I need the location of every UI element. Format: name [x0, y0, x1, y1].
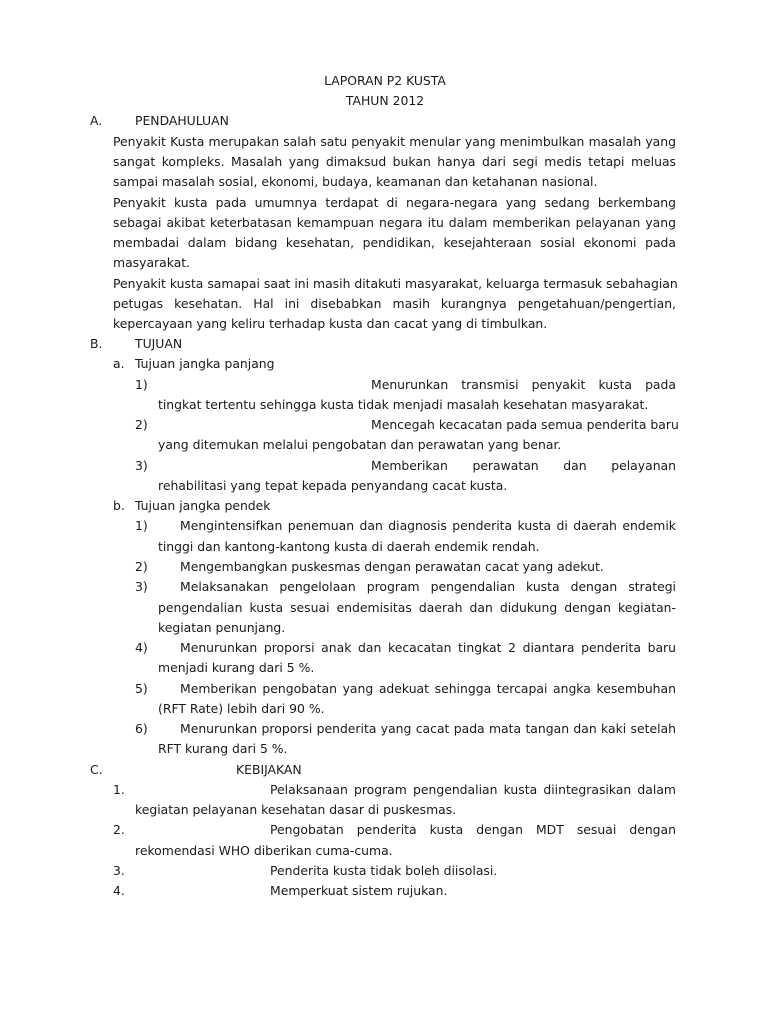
list-item-text: yang ditemukan melalui pengobatan dan perawatan yang benar. — [158, 437, 562, 452]
list-item-text: pengendalian kusta sesuai endemisitas daerah dan didukung dengan kegiatan- — [158, 600, 676, 615]
list-item-text: rehabilitasi yang tepat kepada penyandang cacat kusta. — [158, 478, 508, 493]
list-number: 2) — [135, 559, 148, 574]
list-number: 1) — [135, 518, 148, 533]
list-item-text: Pelaksanaan program pengendalian kusta diintegrasikan dalam — [270, 782, 676, 797]
list-number: 3) — [135, 579, 148, 594]
list-item-text: Penderita kusta tidak boleh diisolasi. — [270, 863, 498, 878]
paragraph-line: kepercayaan yang keliru terhadap kusta dan cacat yang di timbulkan. — [113, 316, 548, 331]
list-item-text: Mencegah kecacatan pada semua penderita baru — [371, 417, 679, 432]
paragraph-line: membadai dalam bidang kesehatan, pendidikan, kesejahteraan sosial ekonomi pada — [113, 235, 676, 250]
section-c-heading: KEBIJAKAN — [236, 762, 302, 777]
section-c-letter: C. — [90, 762, 103, 777]
paragraph-line: sampai masalah sosial, ekonomi, budaya, keamanan dan ketahanan nasional. — [113, 174, 598, 189]
paragraph-line: sebagai akibat keterbatasan kemampuan negara itu dalam memberikan pelayanan yang — [113, 215, 676, 230]
section-a-letter: A. — [90, 113, 103, 128]
list-number: 3) — [135, 458, 148, 473]
paragraph-line: Penyakit kusta pada umumnya terdapat di negara-negara yang sedang berkembang — [113, 195, 676, 210]
list-item-text: (RFT Rate) lebih dari 90 %. — [158, 701, 325, 716]
list-number: 2) — [135, 417, 148, 432]
paragraph-line: Penyakit Kusta merupakan salah satu penyakit menular yang menimbulkan masalah yang — [113, 134, 676, 149]
list-number: 3. — [113, 863, 125, 878]
list-item-text: tinggi dan kantong-kantong kusta di daerah endemik rendah. — [158, 539, 540, 554]
doc-subtitle: TAHUN 2012 — [345, 93, 425, 108]
list-number: 6) — [135, 721, 148, 736]
list-item-text: Memberikan pengobatan yang adekuat sehingga tercapai angka kesembuhan — [180, 681, 676, 696]
list-item-text: Mengintensifkan penemuan dan diagnosis penderita kusta di daerah endemik — [180, 518, 676, 533]
list-item-text: kegiatan penunjang. — [158, 620, 286, 635]
doc-title: LAPORAN P2 KUSTA — [324, 73, 446, 88]
subsection-a-label: a. — [113, 356, 125, 371]
subsection-b-title: Tujuan jangka pendek — [135, 498, 271, 513]
section-b-letter: B. — [90, 336, 103, 351]
subsection-a-title: Tujuan jangka panjang — [135, 356, 275, 371]
list-item-text: kegiatan pelayanan kesehatan dasar di puskesmas. — [135, 802, 457, 817]
list-item-text: menjadi kurang dari 5 %. — [158, 660, 315, 675]
list-item-text: Pengobatan penderita kusta dengan MDT sesuai dengan — [270, 822, 676, 837]
list-number: 1) — [135, 377, 148, 392]
paragraph-line: masyarakat. — [113, 255, 191, 270]
list-item-text: tingkat tertentu sehingga kusta tidak menjadi masalah kesehatan masyarakat. — [158, 397, 649, 412]
paragraph-line: petugas kesehatan. Hal ini disebabkan masih kurangnya pengetahuan/pengertian, — [113, 296, 676, 311]
list-number: 5) — [135, 681, 148, 696]
list-item-text: rekomendasi WHO diberikan cuma-cuma. — [135, 843, 393, 858]
list-item-text: Memberikan perawatan dan pelayanan — [371, 458, 676, 473]
list-number: 1. — [113, 782, 125, 797]
list-number: 4. — [113, 883, 125, 898]
subsection-b-label: b. — [113, 498, 125, 513]
paragraph-line: sangat kompleks. Masalah yang dimaksud bukan hanya dari segi medis tetapi meluas — [113, 154, 676, 169]
list-item-text: Memperkuat sistem rujukan. — [270, 883, 448, 898]
list-number: 4) — [135, 640, 148, 655]
list-number: 2. — [113, 822, 125, 837]
list-item-text: RFT kurang dari 5 %. — [158, 741, 288, 756]
section-b-heading: TUJUAN — [135, 336, 183, 351]
list-item-text: Menurunkan transmisi penyakit kusta pada — [371, 377, 676, 392]
list-item-text: Melaksanakan pengelolaan program pengendalian kusta dengan strategi — [180, 579, 676, 594]
list-item-text: Menurunkan proporsi anak dan kecacatan tingkat 2 diantara penderita baru — [180, 640, 676, 655]
paragraph-line: Penyakit kusta samapai saat ini masih ditakuti masyarakat, keluarga termasuk sebahagian — [113, 276, 678, 291]
section-a-heading: PENDAHULUAN — [135, 113, 229, 128]
list-item-text: Menurunkan proporsi penderita yang cacat pada mata tangan dan kaki setelah — [180, 721, 676, 736]
list-item-text: Mengembangkan puskesmas dengan perawatan cacat yang adekut. — [180, 559, 604, 574]
